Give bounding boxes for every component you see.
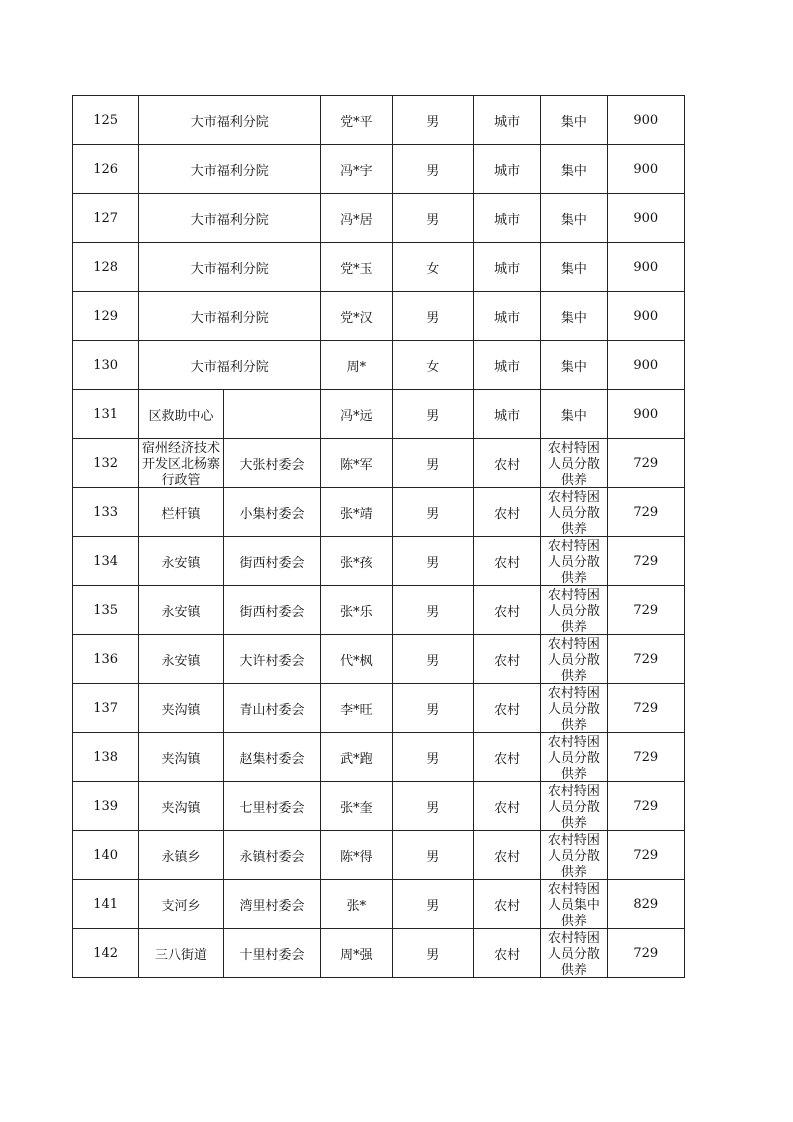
village-cell: 七里村委会	[223, 782, 320, 831]
village-cell	[223, 390, 320, 439]
table-row	[73, 488, 685, 537]
sex-cell: 男	[392, 929, 473, 978]
amount-cell: 900	[607, 145, 684, 194]
area-cell: 农村	[473, 831, 540, 880]
table-row	[73, 390, 685, 439]
amount-cell: 729	[607, 733, 684, 782]
support-type-cell-text: 农村特困人员分散供养	[547, 930, 600, 977]
row-number-cell: 132	[73, 439, 139, 488]
support-type-cell-text: 农村特困人员分散供养	[547, 489, 600, 536]
support-type-cell-text: 农村特困人员分散供养	[547, 832, 600, 879]
name-cell: 周*强	[321, 929, 392, 978]
town-cell: 三八街道	[139, 929, 223, 978]
amount-cell: 729	[607, 537, 684, 586]
support-type-cell: 集中	[541, 145, 607, 194]
amount-cell: 900	[607, 292, 684, 341]
sex-cell: 男	[392, 194, 473, 243]
area-cell: 城市	[473, 96, 540, 145]
support-type-cell	[541, 439, 607, 488]
name-cell: 武*跑	[321, 733, 392, 782]
name-cell: 冯*远	[321, 390, 392, 439]
table-row	[73, 880, 685, 929]
name-cell: 张*奎	[321, 782, 392, 831]
row-number-cell: 133	[73, 488, 139, 537]
row-number-cell: 134	[73, 537, 139, 586]
support-type-cell: 集中	[541, 96, 607, 145]
village-cell: 大张村委会	[223, 439, 320, 488]
support-type-cell	[541, 537, 607, 586]
town-cell: 永镇乡	[139, 831, 223, 880]
support-type-cell: 集中	[541, 390, 607, 439]
name-cell: 张*	[321, 880, 392, 929]
sex-cell: 男	[392, 586, 473, 635]
table-row	[73, 439, 685, 488]
unit-cell: 大市福利分院	[139, 292, 321, 341]
row-number-cell: 131	[73, 390, 139, 439]
sex-cell: 男	[392, 684, 473, 733]
area-cell: 农村	[473, 439, 540, 488]
town-cell: 夹沟镇	[139, 782, 223, 831]
area-cell: 城市	[473, 292, 540, 341]
support-type-cell	[541, 782, 607, 831]
sex-cell: 男	[392, 635, 473, 684]
table-row	[73, 684, 685, 733]
support-type-cell-text: 农村特困人员分散供养	[547, 440, 600, 487]
name-cell: 李*旺	[321, 684, 392, 733]
table-row	[73, 341, 685, 390]
sex-cell: 男	[392, 831, 473, 880]
support-type-cell	[541, 929, 607, 978]
town-cell: 夹沟镇	[139, 733, 223, 782]
unit-cell: 大市福利分院	[139, 145, 321, 194]
sex-cell: 男	[392, 782, 473, 831]
amount-cell: 729	[607, 439, 684, 488]
amount-cell: 900	[607, 243, 684, 292]
sex-cell: 男	[392, 96, 473, 145]
name-cell: 陈*军	[321, 439, 392, 488]
table-row	[73, 96, 685, 145]
support-type-cell	[541, 880, 607, 929]
row-number-cell: 135	[73, 586, 139, 635]
village-cell: 街西村委会	[223, 537, 320, 586]
village-cell: 青山村委会	[223, 684, 320, 733]
row-number-cell: 125	[73, 96, 139, 145]
area-cell: 城市	[473, 390, 540, 439]
amount-cell: 900	[607, 341, 684, 390]
sex-cell: 男	[392, 390, 473, 439]
sex-cell: 男	[392, 488, 473, 537]
name-cell: 代*枫	[321, 635, 392, 684]
row-number-cell: 137	[73, 684, 139, 733]
area-cell: 城市	[473, 194, 540, 243]
sex-cell: 男	[392, 537, 473, 586]
village-cell: 小集村委会	[223, 488, 320, 537]
area-cell: 农村	[473, 733, 540, 782]
amount-cell: 729	[607, 635, 684, 684]
village-cell: 街西村委会	[223, 586, 320, 635]
area-cell: 农村	[473, 782, 540, 831]
town-cell: 区救助中心	[139, 390, 223, 439]
table-row	[73, 586, 685, 635]
amount-cell: 900	[607, 390, 684, 439]
name-cell: 党*玉	[321, 243, 392, 292]
name-cell: 张*孩	[321, 537, 392, 586]
support-type-cell	[541, 635, 607, 684]
table-row	[73, 292, 685, 341]
area-cell: 农村	[473, 929, 540, 978]
support-type-cell-text: 农村特困人员分散供养	[547, 538, 600, 585]
table-row	[73, 243, 685, 292]
row-number-cell: 126	[73, 145, 139, 194]
village-cell: 永镇村委会	[223, 831, 320, 880]
support-type-cell-text: 农村特困人员集中供养	[547, 881, 600, 928]
name-cell: 党*平	[321, 96, 392, 145]
support-type-cell	[541, 733, 607, 782]
town-cell: 永安镇	[139, 635, 223, 684]
support-type-cell-text: 农村特困人员分散供养	[547, 734, 600, 781]
town-cell: 永安镇	[139, 586, 223, 635]
amount-cell: 829	[607, 880, 684, 929]
support-type-cell-text: 农村特困人员分散供养	[547, 636, 600, 683]
support-type-cell: 集中	[541, 341, 607, 390]
sex-cell: 男	[392, 292, 473, 341]
support-type-cell-text: 农村特困人员分散供养	[547, 783, 600, 830]
support-type-cell-text: 农村特困人员分散供养	[547, 685, 600, 732]
support-type-cell	[541, 684, 607, 733]
support-type-cell	[541, 586, 607, 635]
town-cell	[139, 439, 223, 488]
village-cell: 大许村委会	[223, 635, 320, 684]
sex-cell: 男	[392, 733, 473, 782]
name-cell: 党*汉	[321, 292, 392, 341]
row-number-cell: 141	[73, 880, 139, 929]
area-cell: 农村	[473, 880, 540, 929]
support-type-cell-text: 农村特困人员分散供养	[547, 587, 600, 634]
row-number-cell: 136	[73, 635, 139, 684]
sex-cell: 女	[392, 341, 473, 390]
table-row	[73, 194, 685, 243]
sex-cell: 女	[392, 243, 473, 292]
name-cell: 周*	[321, 341, 392, 390]
row-number-cell: 140	[73, 831, 139, 880]
area-cell: 城市	[473, 145, 540, 194]
amount-cell: 729	[607, 586, 684, 635]
area-cell: 农村	[473, 488, 540, 537]
support-type-cell: 集中	[541, 194, 607, 243]
town-cell: 栏杆镇	[139, 488, 223, 537]
area-cell: 农村	[473, 586, 540, 635]
row-number-cell: 138	[73, 733, 139, 782]
amount-cell: 729	[607, 929, 684, 978]
area-cell: 城市	[473, 341, 540, 390]
town-cell: 永安镇	[139, 537, 223, 586]
support-type-cell: 集中	[541, 243, 607, 292]
unit-cell: 大市福利分院	[139, 243, 321, 292]
area-cell: 农村	[473, 635, 540, 684]
name-cell: 冯*居	[321, 194, 392, 243]
village-cell: 赵集村委会	[223, 733, 320, 782]
amount-cell: 900	[607, 194, 684, 243]
table-row	[73, 929, 685, 978]
sex-cell: 男	[392, 880, 473, 929]
town-cell: 夹沟镇	[139, 684, 223, 733]
name-cell: 陈*得	[321, 831, 392, 880]
support-type-cell: 集中	[541, 292, 607, 341]
row-number-cell: 139	[73, 782, 139, 831]
table-row	[73, 733, 685, 782]
amount-cell: 729	[607, 782, 684, 831]
sex-cell: 男	[392, 439, 473, 488]
row-number-cell: 129	[73, 292, 139, 341]
table-row	[73, 831, 685, 880]
support-type-cell	[541, 831, 607, 880]
village-cell: 湾里村委会	[223, 880, 320, 929]
amount-cell: 729	[607, 684, 684, 733]
row-number-cell: 128	[73, 243, 139, 292]
row-number-cell: 130	[73, 341, 139, 390]
amount-cell: 900	[607, 96, 684, 145]
name-cell: 张*靖	[321, 488, 392, 537]
table-row	[73, 145, 685, 194]
amount-cell: 729	[607, 831, 684, 880]
table-row	[73, 537, 685, 586]
area-cell: 城市	[473, 243, 540, 292]
table-row	[73, 635, 685, 684]
row-number-cell: 127	[73, 194, 139, 243]
unit-cell: 大市福利分院	[139, 96, 321, 145]
village-cell: 十里村委会	[223, 929, 320, 978]
name-cell: 张*乐	[321, 586, 392, 635]
name-cell: 冯*宇	[321, 145, 392, 194]
area-cell: 农村	[473, 537, 540, 586]
town-cell-text: 宿州经济技术开发区北杨寨行政管	[142, 440, 221, 487]
unit-cell: 大市福利分院	[139, 194, 321, 243]
records-table	[72, 95, 685, 978]
table-row	[73, 782, 685, 831]
amount-cell: 729	[607, 488, 684, 537]
town-cell: 支河乡	[139, 880, 223, 929]
support-type-cell	[541, 488, 607, 537]
sex-cell: 男	[392, 145, 473, 194]
area-cell: 农村	[473, 684, 540, 733]
unit-cell: 大市福利分院	[139, 341, 321, 390]
row-number-cell: 142	[73, 929, 139, 978]
table-body	[73, 96, 685, 978]
